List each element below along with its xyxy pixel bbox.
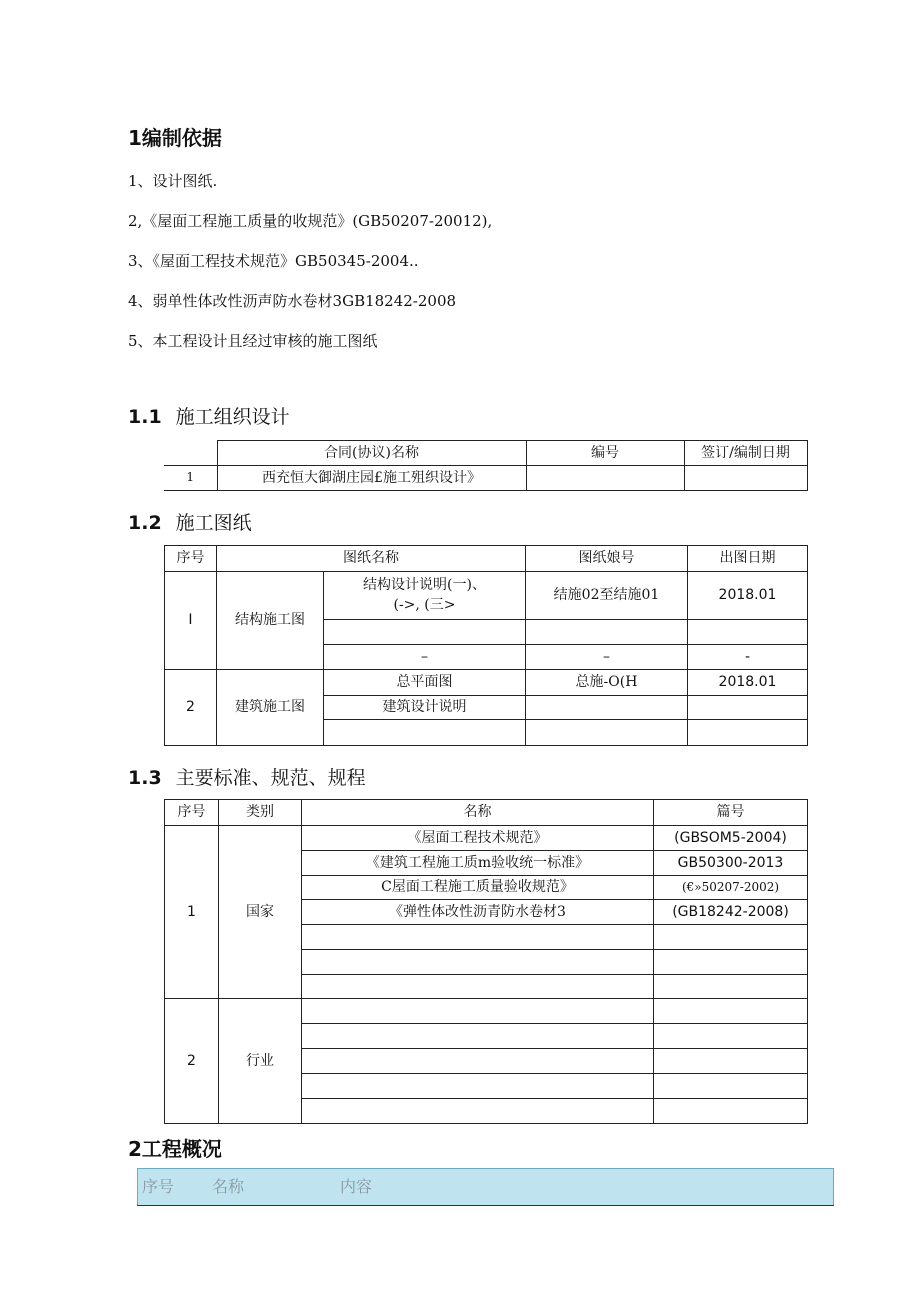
column-header: 序号 [165, 800, 219, 826]
group-category: 结构施工图 [217, 572, 324, 670]
standard-code [654, 950, 808, 975]
standard-name [302, 975, 654, 999]
basis-item: 3、《屋面工程技术规范》GB50345-2004.. [128, 252, 419, 270]
standard-name: 《屋面工程技术规范》 [302, 826, 654, 851]
overview-table [138, 1169, 833, 1205]
column-header: 序号 [138, 1169, 208, 1205]
drawing-code: 总施-O(H [526, 670, 688, 696]
drawing-code: 结施02至结施01 [526, 572, 688, 620]
basis-item: 2,《屋面工程施工质量的收规范》(GB50207-20012), [128, 212, 493, 230]
column-header: 签订/编制日期 [684, 441, 807, 466]
standard-name: 《弹性体改性沥青防水卷材3 [302, 900, 654, 925]
table-row [164, 466, 807, 491]
group-category: 行业 [219, 999, 302, 1124]
column-header: 名称 [208, 1169, 336, 1205]
drawing-name: 总平面图 [324, 670, 526, 696]
group-number: I [165, 572, 217, 670]
contract-name: 西充恒大御湖庄园£施工殂织设计》 [217, 466, 526, 491]
drawing-name [324, 620, 526, 645]
group-number: 2 [165, 999, 219, 1124]
standard-code [654, 1099, 808, 1124]
standard-name [302, 950, 654, 975]
column-header: 图纸娘号 [526, 546, 688, 572]
drawing-name: 建筑设计说明 [324, 696, 526, 720]
overview-table-header [137, 1168, 834, 1206]
standard-name [302, 1024, 654, 1049]
contract-code [526, 466, 684, 491]
drawing-name: – [324, 645, 526, 670]
group-number: 2 [165, 670, 217, 746]
drawing-name [324, 720, 526, 746]
row-number: 1 [164, 466, 217, 491]
column-header: 合同(协议)名称 [217, 441, 526, 466]
drawing-date [688, 720, 808, 746]
column-header: 编号 [526, 441, 684, 466]
drawing-date: - [688, 645, 808, 670]
group-category: 建筑施工图 [217, 670, 324, 746]
column-header: 出图日期 [688, 546, 808, 572]
table-row [165, 572, 808, 620]
drawing-code [526, 696, 688, 720]
subsection-label: 施工图纸 [175, 512, 252, 534]
drawing-date: 2018.01 [688, 572, 808, 620]
basis-item: 4、弱单性体改性沥声防水卷材3GB18242-2008 [128, 292, 457, 310]
standard-code: (GB18242-2008) [654, 900, 808, 925]
blank-header-cell [164, 441, 217, 466]
drawing-date [688, 620, 808, 645]
standard-name [302, 925, 654, 950]
column-header: 图纸名称 [217, 546, 526, 572]
table-row [165, 999, 808, 1024]
drawing-date: 2018.01 [688, 670, 808, 696]
drawing-code [526, 620, 688, 645]
column-header: 类别 [219, 800, 302, 826]
group-category: 国家 [219, 826, 302, 999]
standard-code: GB50300-2013 [654, 851, 808, 876]
standards-table [164, 799, 808, 1124]
section-title: 2工程概况 [128, 1137, 222, 1161]
basis-item: 5、本工程设计且经过审核的施工图纸 [128, 332, 378, 350]
standard-code [654, 975, 808, 999]
column-header: 名称 [302, 800, 654, 826]
subsection-title [128, 508, 252, 535]
contract-date [684, 466, 807, 491]
drawing-code: – [526, 645, 688, 670]
org-design-table [164, 440, 808, 491]
drawing-date [688, 696, 808, 720]
table-row [165, 826, 808, 851]
column-header: 序号 [165, 546, 217, 572]
standard-name [302, 1049, 654, 1074]
section-title: 1编制依据 [128, 126, 222, 150]
subsection-label: 施工组织设计 [175, 406, 290, 428]
subsection-title [128, 402, 290, 429]
standard-name [302, 1099, 654, 1124]
standard-code [654, 999, 808, 1024]
drawing-code [526, 720, 688, 746]
group-number: 1 [165, 826, 219, 999]
standard-code [654, 1024, 808, 1049]
subsection-label: 主要标准、规范、规程 [175, 767, 366, 789]
basis-item: 1、设计图纸. [128, 172, 218, 190]
standard-code [654, 1049, 808, 1074]
column-header: 篇号 [654, 800, 808, 826]
standard-code: (GBSOM5-2004) [654, 826, 808, 851]
standard-code [654, 1074, 808, 1099]
column-header: 内容 [336, 1169, 833, 1205]
subsection-title [128, 763, 366, 790]
standard-code: (€»50207-2002) [654, 876, 808, 900]
standard-name: C屋面工程施工质量验收规范》 [302, 876, 654, 900]
standard-code [654, 925, 808, 950]
table-row [165, 670, 808, 696]
subsection-number: 1.1 [128, 406, 162, 428]
standard-name [302, 999, 654, 1024]
standard-name: 《建筑工程施工质m验收统一标准》 [302, 851, 654, 876]
drawings-table [164, 545, 808, 746]
header-row [138, 1169, 833, 1205]
subsection-number: 1.3 [128, 767, 162, 789]
standard-name [302, 1074, 654, 1099]
drawing-name: 结构设计说明(一)、 (->, (三> [324, 572, 526, 620]
subsection-number: 1.2 [128, 512, 162, 534]
